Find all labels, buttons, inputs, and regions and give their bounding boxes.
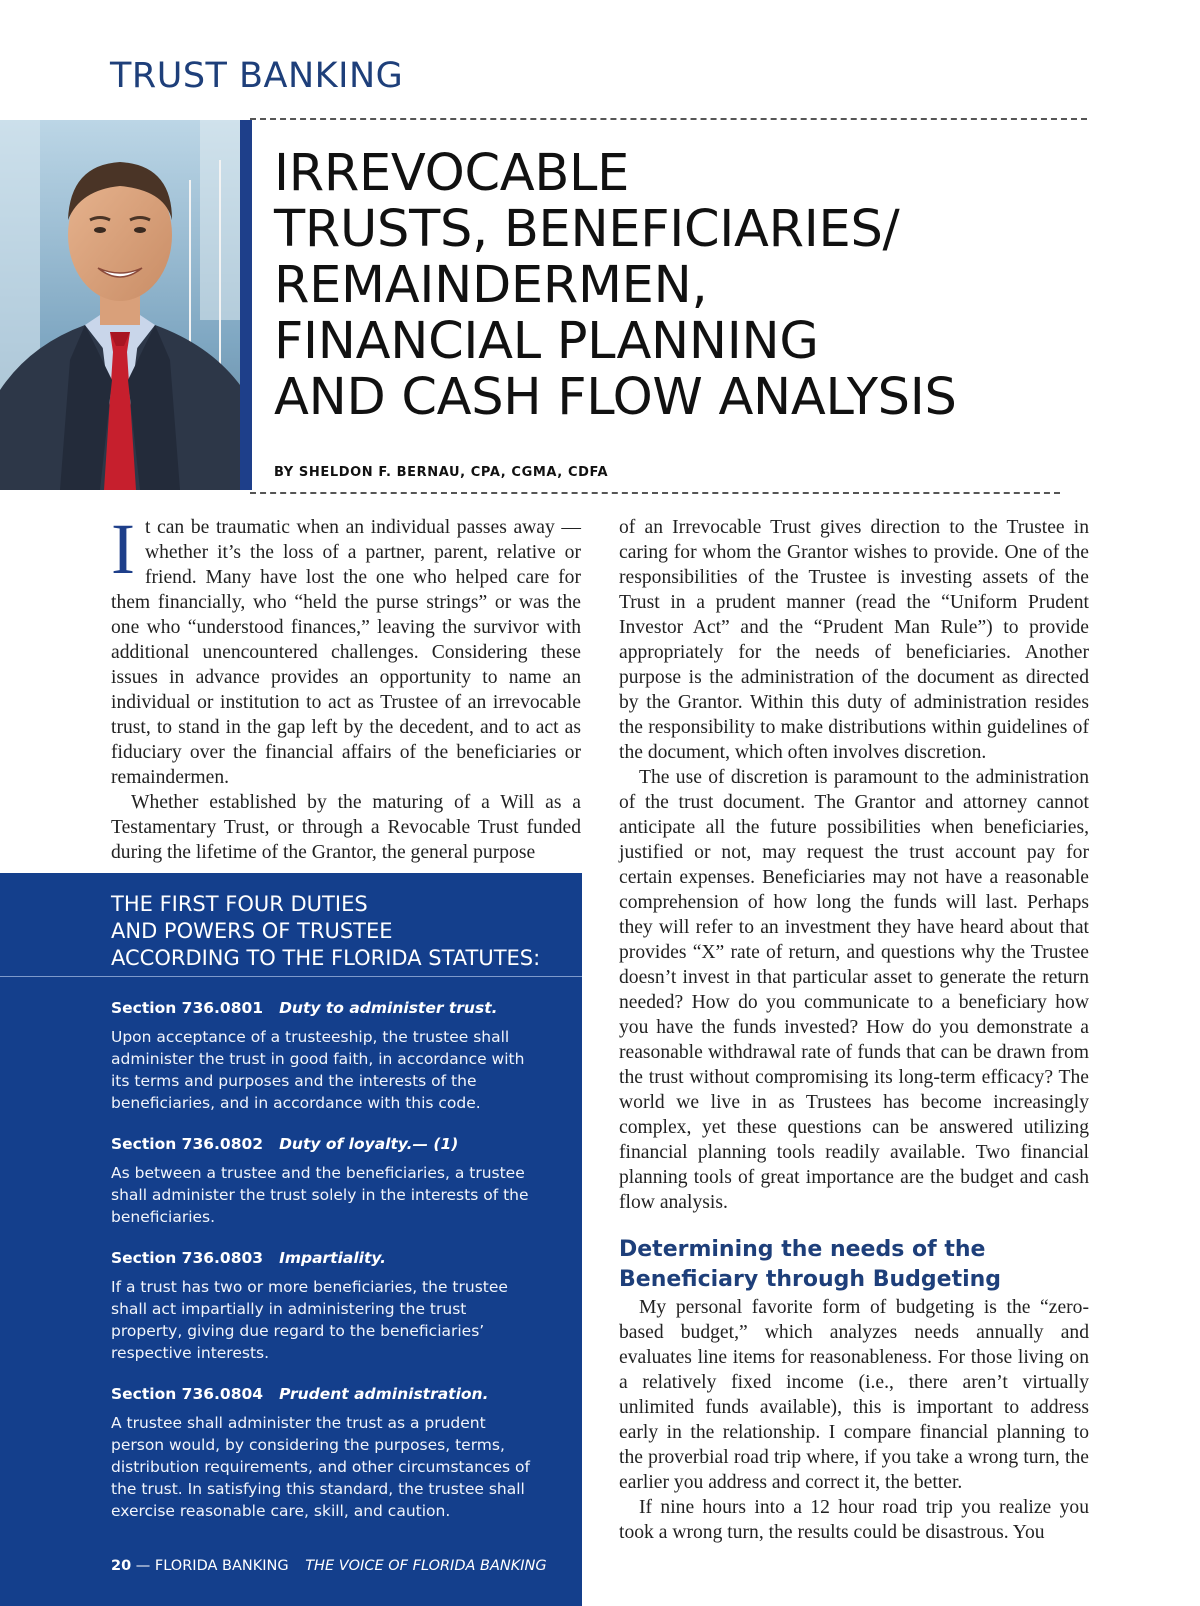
statute-section: [111, 1247, 541, 1364]
article-subhead: Determining the needs of the Beneficiary through Budgeting: [619, 1237, 1002, 1292]
body-paragraph: of an Irrevocable Trust gives direction to the Trustee in caring for whom the Grantor wishes to provide. One of the responsibilities of the Trustee is investing assets of the Trust in a prudent manner (read the “Uniform Prudent Investor Act” and the “Prudent Man Rule”) to provide appropriately for the needs of beneficiaries. Another purpose is the administration of the document as directed by the Grantor. Within this duty of administration resides the responsibility to make distributions within guidelines of the document, which often involves discretion.: [619, 517, 1089, 763]
statute-heading: [111, 1247, 541, 1269]
statute-number: Section 736.0802: [111, 1135, 264, 1153]
statutes-sidebar: [0, 873, 582, 1606]
section-label: TRUST BANKING: [110, 56, 404, 96]
left-column: [111, 509, 581, 865]
statute-name: Duty of loyalty.— (1): [279, 1135, 459, 1153]
top-dashed-divider: [250, 118, 1087, 120]
statute-heading: [111, 997, 541, 1019]
body-paragraph: The use of discretion is paramount to the administration of the trust document. The Grantor and attorney cannot anticipate all the future possibilities when beneficiaries, justified or not, may request the trust account pay for certain expenses. Beneficiaries may not have a reasonable comprehension of how long the funds will last. Perhaps they will refer to an investment they have heard about that provides “X” rate of return, and questions why the Trustee doesn’t invest in that particular asset to generate the return needed? How do you communicate to a beneficiary how you have the funds invested? How do you demonstrate a reasonable withdrawal rate of funds that can be drawn from the trust without compromising its long-term efficacy? The world we live in as Trustees has become increasingly complex, yet these questions can be answered utilizing financial planning tools readily available. Two financial planning tools of great importance are the budget and cash flow analysis.: [619, 767, 1089, 1213]
statute-number: Section 736.0801: [111, 999, 264, 1017]
statute-number: Section 736.0804: [111, 1385, 264, 1403]
publication-name: — FLORIDA BANKING: [135, 1558, 289, 1574]
publication-tagline: THE VOICE OF FLORIDA BANKING: [305, 1558, 547, 1574]
headline-line: AND CASH FLOW ANALYSIS: [274, 368, 957, 427]
headline-line: REMAINDERMEN,: [274, 256, 708, 315]
author-photo: [0, 120, 240, 490]
statute-name: Duty to administer trust.: [279, 999, 498, 1017]
body-paragraph: Whether established by the maturing of a Will as a Testamentary Trust, or through a Revocable Trust funded during the lifetime of the Grantor, the general purpose: [111, 792, 581, 863]
right-column: [619, 515, 1089, 1545]
sidebar-divider: [0, 976, 582, 977]
byline: BY SHELDON F. BERNAU, CPA, CGMA, CDFA: [274, 465, 609, 480]
statute-heading: [111, 1133, 541, 1155]
page-footer: [111, 1558, 547, 1574]
headline-line: TRUSTS, BENEFICIARIES/: [274, 200, 900, 259]
statute-text: As between a trustee and the beneficiaries, a trustee shall administer the trust solely in the interests of the beneficiaries.: [111, 1164, 529, 1226]
statute-heading: [111, 1383, 541, 1405]
statute-text: If a trust has two or more beneficiaries, the trustee shall act impartially in administering the trust property, giving due regard to the beneficiaries’ respective interests.: [111, 1278, 508, 1362]
statute-section: [111, 1383, 541, 1522]
statute-name: Impartiality.: [279, 1249, 386, 1267]
statute-text: Upon acceptance of a trusteeship, the trustee shall administer the trust in good faith, in accordance with its terms and purposes and the interests of the beneficiaries, and in accordance with this code.: [111, 1028, 525, 1112]
bottom-dashed-divider: [250, 492, 1060, 494]
statute-text: A trustee shall administer the trust as a prudent person would, by considering the purposes, terms, distribution requirements, and other circumstances of the trust. In satisfying this standard, the trustee shall exercise reasonable care, skill, and caution.: [111, 1414, 530, 1520]
statute-list: [111, 997, 541, 1541]
sidebar-title: [111, 891, 571, 972]
statute-name: Prudent administration.: [279, 1385, 489, 1403]
sidebar-title-line: ACCORDING TO THE FLORIDA STATUTES:: [111, 946, 541, 970]
headline-line: IRREVOCABLE: [274, 144, 630, 203]
statute-section: [111, 1133, 541, 1228]
body-paragraph: My personal favorite form of budgeting is the “zero-based budget,” which analyzes needs annually and evaluates line items for reasonableness. For those living on a relatively fixed income (i.e., there aren’t virtually unlimited funds available), this is important to address early in the relationship. I compare financial planning to the proverbial road trip where, if you take a wrong turn, the earlier you address and correct it, the better.: [619, 1297, 1089, 1493]
sidebar-title-line: THE FIRST FOUR DUTIES: [111, 892, 368, 916]
headline-line: FINANCIAL PLANNING: [274, 312, 819, 371]
page-number: 20: [111, 1558, 132, 1574]
paragraph-text: t can be traumatic when an individual passes away — whether it’s the loss of a partner, parent, relative or friend. Many have lost the one who helped care for them financially, who “held the purse strings” or was the one who “understood finances,” leaving the survivor with additional unencountered challenges. Considering these issues in advance provides an opportunity to name an individual or institution to act as Trustee of an irrevocable trust, to stand in the gap left by the decedent, and to act as fiduciary over the financial affairs of the beneficiaries or remaindermen.: [111, 517, 581, 788]
headline-accent-bar: [240, 120, 252, 490]
statute-section: [111, 997, 541, 1114]
body-paragraph: [111, 509, 581, 790]
article-headline: [274, 146, 957, 426]
body-paragraph: If nine hours into a 12 hour road trip you realize you took a wrong turn, the results could be disastrous. You: [619, 1497, 1089, 1543]
sidebar-title-line: AND POWERS OF TRUSTEE: [111, 919, 393, 943]
statute-number: Section 736.0803: [111, 1249, 264, 1267]
drop-cap: I: [111, 509, 135, 589]
